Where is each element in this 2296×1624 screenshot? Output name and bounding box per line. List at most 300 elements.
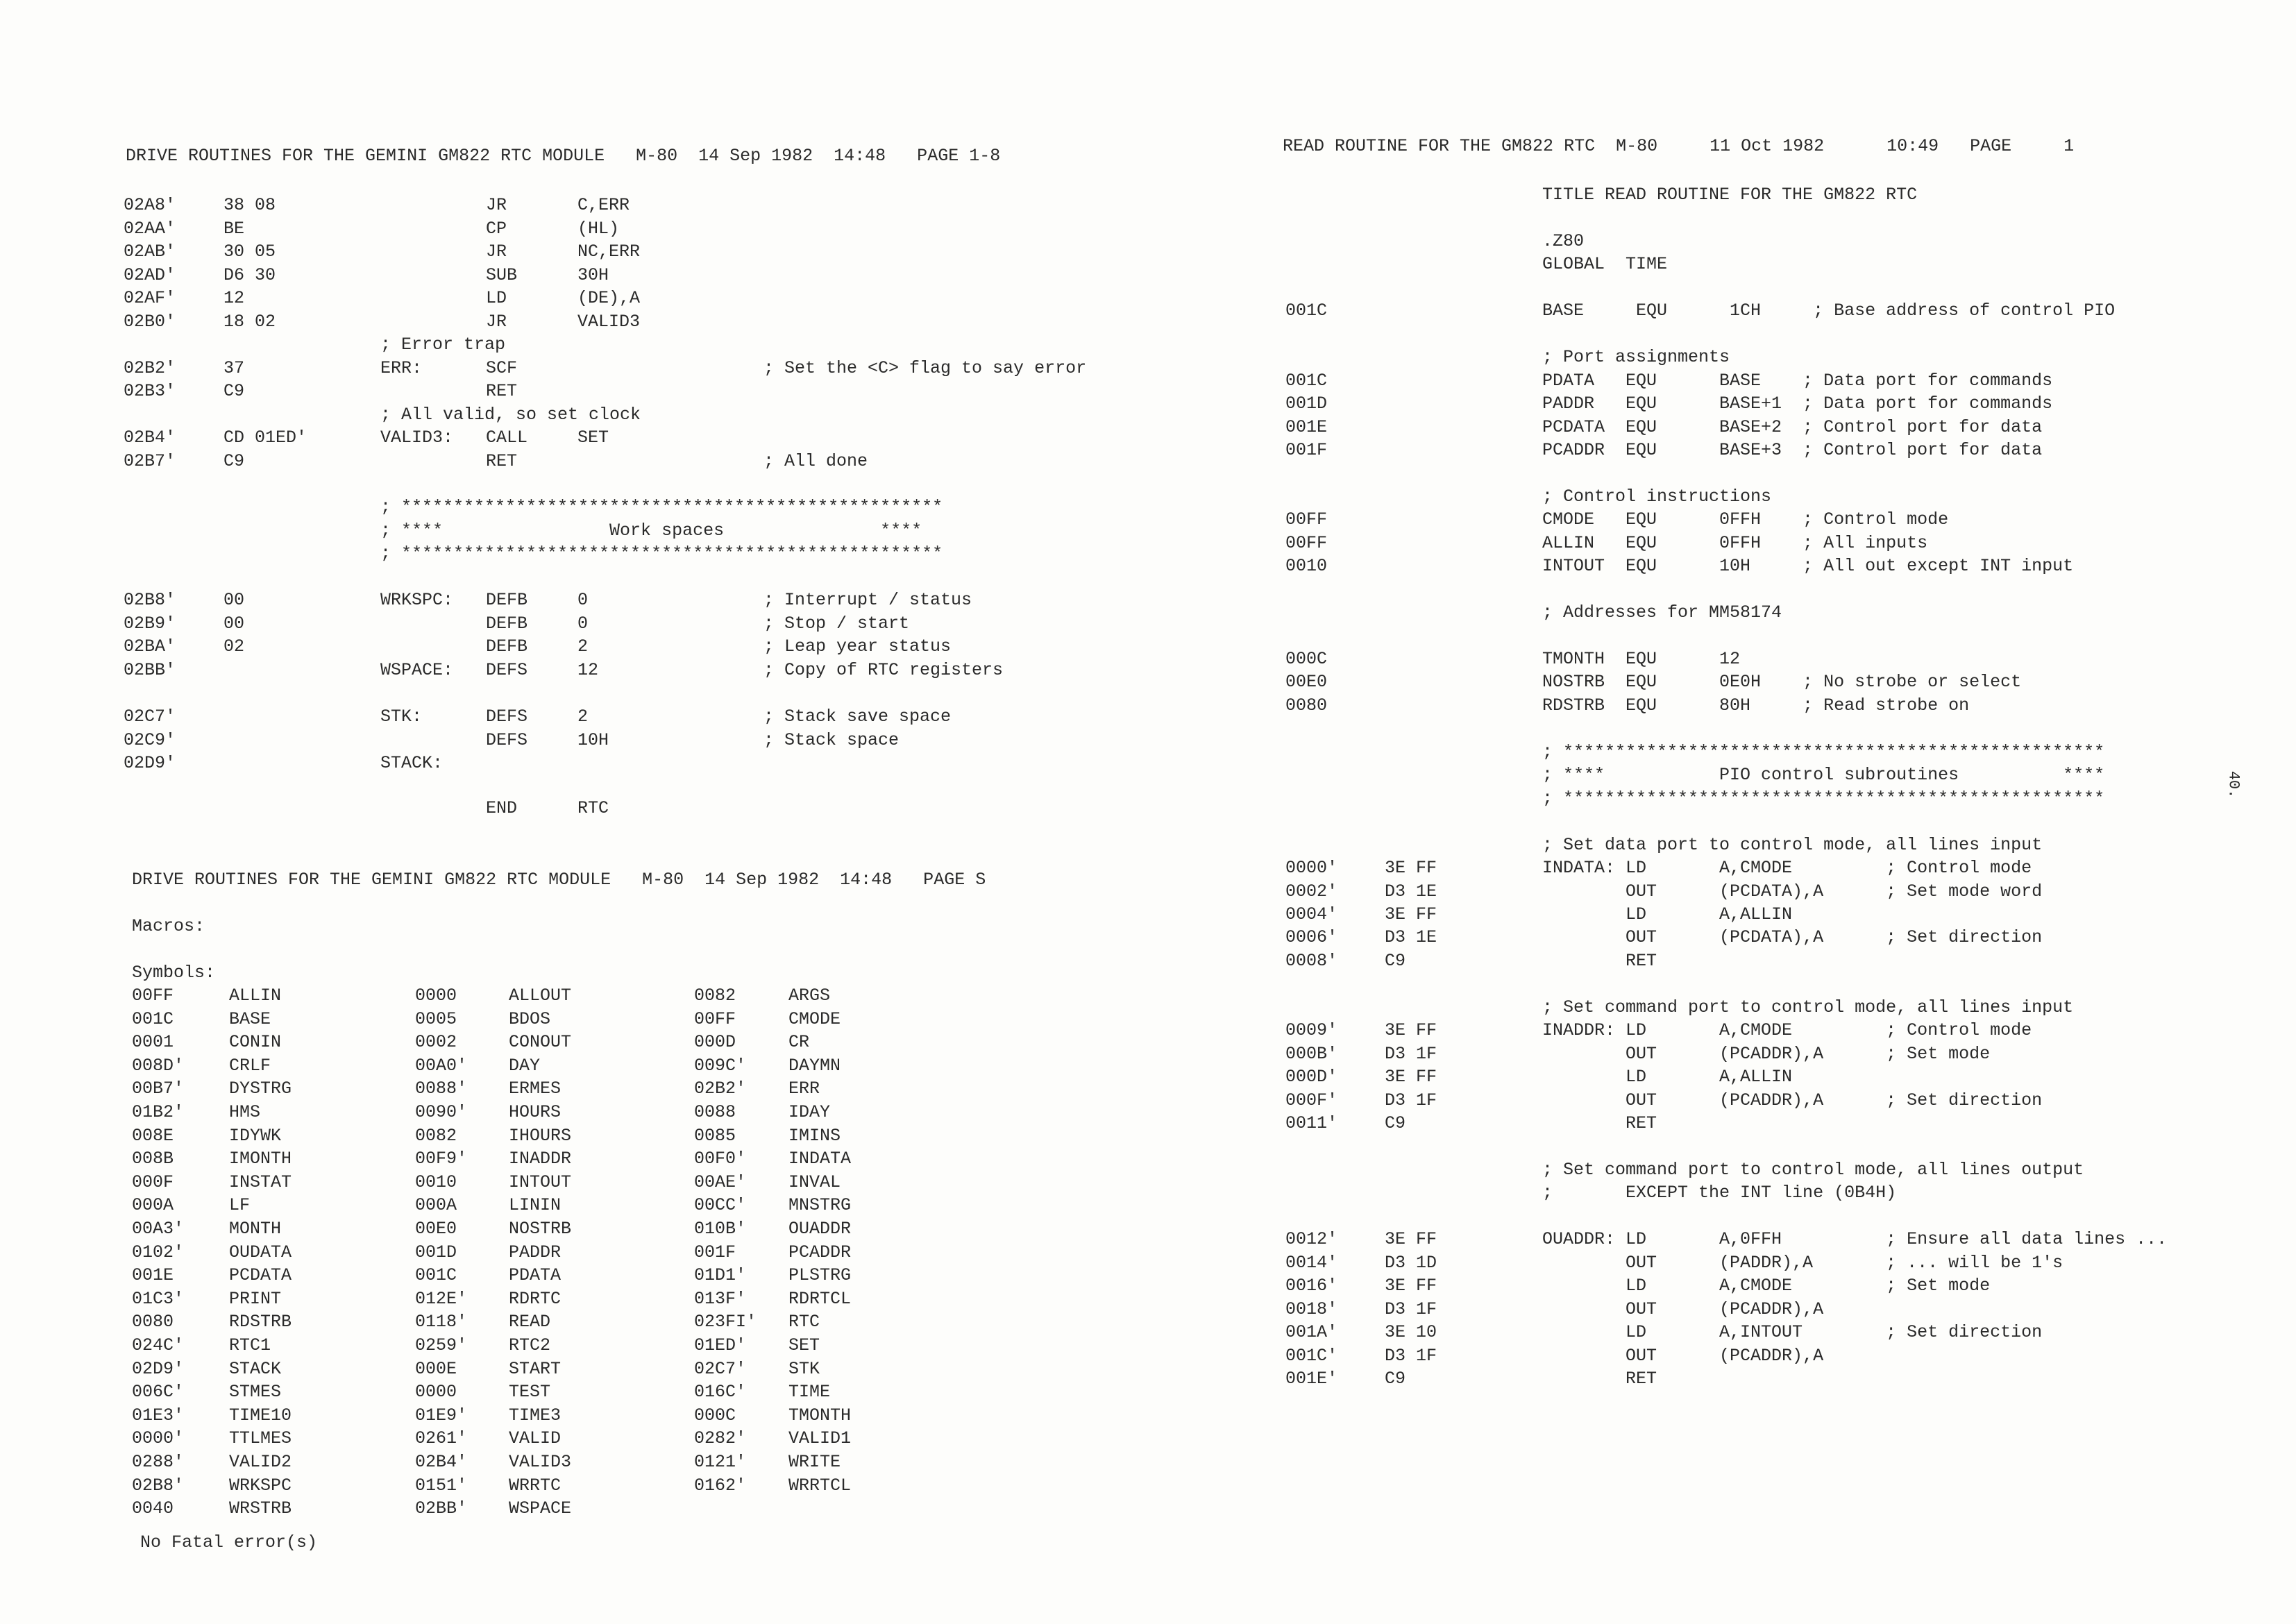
listing-address: 0008' — [1285, 950, 1338, 971]
listing-code: 37 — [223, 357, 245, 378]
listing-code: C9 — [223, 450, 245, 471]
symbol-value: 0151' — [415, 1475, 468, 1496]
workspace-arg: 12 — [577, 659, 599, 680]
listing-address: 000C — [1285, 649, 1328, 669]
source-line: ALLIN EQU 0FFH ; All inputs — [1542, 532, 1928, 553]
source-line: OUT (PCADDR),A — [1542, 1345, 1824, 1366]
symbol-value: 023FI' — [694, 1312, 757, 1333]
listing-op: SUB — [486, 264, 518, 285]
listing-address: 001C' — [1285, 1345, 1338, 1366]
symbol-name: DAYMN — [788, 1055, 841, 1076]
stack-addr: 02D9' — [124, 753, 176, 773]
source-line: ; Port assignments — [1542, 347, 1730, 368]
object-code: D3 1F — [1385, 1345, 1437, 1366]
listing-op: CP — [486, 218, 507, 239]
symbol-value: 00CC' — [694, 1195, 747, 1216]
listing-code: 38 08 — [223, 195, 276, 215]
symbol-name: RDSTRB — [229, 1312, 292, 1333]
symbol-name: BDOS — [509, 1008, 551, 1029]
symbol-value: 000F — [132, 1172, 174, 1192]
listing-code: D6 30 — [223, 264, 276, 285]
symbol-name: LF — [229, 1195, 251, 1216]
symbol-value: 02BB' — [415, 1498, 468, 1519]
symbol-name: VALID1 — [788, 1428, 852, 1449]
source-line: ; **************************************************** — [1542, 741, 2105, 762]
object-code: 3E FF — [1385, 858, 1437, 879]
symbol-name: CONIN — [229, 1032, 282, 1053]
listing-address: 0006' — [1285, 927, 1338, 948]
symbol-value: 0162' — [694, 1475, 747, 1496]
banner-line: ; **** Work spaces **** — [380, 520, 922, 541]
macros-label: Macros: — [132, 916, 205, 936]
listing-addr: 02B7' — [124, 450, 176, 471]
listing-addr: 02B2' — [124, 357, 176, 378]
symbol-value: 012E' — [415, 1288, 468, 1309]
symbol-value: 016C' — [694, 1382, 747, 1403]
source-line: OUT (PADDR),A ; ... will be 1's — [1542, 1252, 2063, 1273]
object-code: 3E FF — [1385, 1276, 1437, 1296]
source-line: OUADDR: LD A,0FFH ; Ensure all data lines ... — [1542, 1229, 2168, 1250]
listing-comment: ; All done — [763, 450, 868, 471]
symbol-name: IDAY — [788, 1102, 831, 1122]
symbol-value: 02C7' — [694, 1358, 747, 1379]
listing-label: VALID3: — [380, 428, 454, 448]
listing-addr: 02B4' — [124, 428, 176, 448]
symbol-value: 0000 — [415, 986, 457, 1006]
source-line: PCADDR EQU BASE+3 ; Control port for data — [1542, 439, 2043, 460]
banner-line: ; **************************************************** — [380, 543, 943, 564]
object-code: D3 1E — [1385, 927, 1437, 948]
symbol-value: 0010 — [415, 1172, 457, 1192]
symbol-name: TIME10 — [229, 1405, 292, 1426]
symbol-value: 0118' — [415, 1312, 468, 1333]
workspace-addr: 02B8' — [124, 590, 176, 610]
symbol-name: PCADDR — [788, 1242, 852, 1262]
assembly-status: No Fatal error(s) — [140, 1532, 318, 1553]
symbol-name: VALID — [509, 1428, 562, 1449]
symbol-name: IMONTH — [229, 1149, 292, 1169]
symbol-value: 0088' — [415, 1079, 468, 1099]
object-code: D3 1F — [1385, 1090, 1437, 1110]
listing-op: RET — [486, 450, 518, 471]
symbol-name: STK — [788, 1358, 820, 1379]
symbol-name: TTLMES — [229, 1428, 292, 1449]
symbol-value: 0082 — [415, 1125, 457, 1146]
source-line: ; Set command port to control mode, all lines input — [1542, 997, 2074, 1017]
workspace-addr: 02BA' — [124, 636, 176, 657]
workspace-label: WSPACE: — [380, 659, 454, 680]
listing-addr: 02AD' — [124, 264, 176, 285]
source-line: GLOBAL TIME — [1542, 254, 1668, 275]
symbol-value: 001D — [415, 1242, 457, 1262]
symbol-value: 010B' — [694, 1219, 747, 1239]
source-line: OUT (PCDATA),A ; Set direction — [1542, 927, 2043, 948]
listing-address: 0002' — [1285, 881, 1338, 902]
listing-arg: (DE),A — [577, 288, 641, 308]
workspace-addr: 02B9' — [124, 613, 176, 634]
symbol-name: STMES — [229, 1382, 282, 1403]
symbol-name: LININ — [509, 1195, 562, 1216]
symbol-value: 013F' — [694, 1288, 747, 1309]
symbol-value: 01E3' — [132, 1405, 185, 1426]
workspace-op: DEFB — [486, 613, 528, 634]
listing-comment: ; Set the <C> flag to say error — [763, 357, 1087, 378]
workspace-op: DEFB — [486, 636, 528, 657]
symbol-value: 024C' — [132, 1335, 185, 1355]
source-line: INTOUT EQU 10H ; All out except INT input — [1542, 556, 2074, 577]
symbol-value: 001C — [132, 1008, 174, 1029]
listing-address: 0016' — [1285, 1276, 1338, 1296]
symbol-value: 01E9' — [415, 1405, 468, 1426]
listing-address: 001F — [1285, 439, 1328, 460]
stack-op: DEFS — [486, 707, 528, 727]
listing-addr: 02B3' — [124, 381, 176, 401]
symbol-value: 001C — [415, 1265, 457, 1286]
symbol-name: OUADDR — [788, 1219, 852, 1239]
object-code: C9 — [1385, 1368, 1406, 1389]
listing-code: 18 02 — [223, 311, 276, 332]
symbol-name: READ — [509, 1312, 551, 1333]
stack-comment: ; Stack save space — [763, 707, 952, 727]
workspace-op: DEFB — [486, 590, 528, 610]
symbol-value: 0082 — [694, 986, 736, 1006]
symbol-name: IHOURS — [509, 1125, 572, 1146]
workspace-code: 00 — [223, 613, 245, 634]
symbol-value: 008B — [132, 1149, 174, 1169]
source-line: NOSTRB EQU 0E0H ; No strobe or select — [1542, 672, 2022, 693]
stack-op: DEFS — [486, 729, 528, 750]
symbol-name: NOSTRB — [509, 1219, 572, 1239]
symbol-value: 00FF — [694, 1008, 736, 1029]
stack-comment: ; Stack space — [763, 729, 900, 750]
listing-code: C9 — [223, 381, 245, 401]
listing-code: 30 05 — [223, 242, 276, 262]
symbol-name: INVAL — [788, 1172, 841, 1192]
symbol-name: ALLIN — [229, 986, 282, 1006]
symbol-value: 0001 — [132, 1032, 174, 1053]
symbol-name: INSTAT — [229, 1172, 292, 1192]
symbol-name: INDATA — [788, 1149, 852, 1169]
symbol-name: WRRTC — [509, 1475, 562, 1496]
page-number-side: 40. — [2225, 770, 2243, 799]
symbol-name: PADDR — [509, 1242, 562, 1262]
symbol-name: CMODE — [788, 1008, 841, 1029]
listing-label: ; All valid, so set clock — [380, 404, 641, 425]
page-header: DRIVE ROUTINES FOR THE GEMINI GM822 RTC MODULE M-80 14 Sep 1982 14:48 PAGE 1-8 — [126, 146, 1001, 166]
listing-arg: 30H — [577, 264, 609, 285]
listing-address: 00FF — [1285, 532, 1328, 553]
source-line: LD A,CMODE ; Set mode — [1542, 1276, 1991, 1296]
symbol-name: DAY — [509, 1055, 541, 1076]
listing-addr: 02A8' — [124, 195, 176, 215]
workspace-label: WRKSPC: — [380, 590, 454, 610]
symbol-name: PLSTRG — [788, 1265, 852, 1286]
listing-address: 000B' — [1285, 1043, 1338, 1064]
symbol-value: 0102' — [132, 1242, 185, 1262]
listing-arg: (HL) — [577, 218, 620, 239]
symbol-value: 0005 — [415, 1008, 457, 1029]
object-code: D3 1F — [1385, 1043, 1437, 1064]
symbol-value: 02B4' — [415, 1452, 468, 1472]
symbol-name: PCDATA — [229, 1265, 292, 1286]
listing-address: 0004' — [1285, 904, 1338, 924]
end-directive: END — [486, 798, 518, 818]
listing-code: BE — [223, 218, 245, 239]
symbol-name: START — [509, 1358, 562, 1379]
symbol-value: 01D1' — [694, 1265, 747, 1286]
source-line: RET — [1542, 950, 1657, 971]
source-line: ; **************************************************** — [1542, 788, 2105, 809]
symbol-name: RTC2 — [509, 1335, 551, 1355]
symbol-value: 006C' — [132, 1382, 185, 1403]
workspace-comment: ; Leap year status — [763, 636, 952, 657]
listing-address: 001E' — [1285, 1368, 1338, 1389]
object-code: D3 1F — [1385, 1299, 1437, 1319]
symbol-value: 0088 — [694, 1102, 736, 1122]
workspace-arg: 2 — [577, 636, 589, 657]
workspace-code: 00 — [223, 590, 245, 610]
source-line: PADDR EQU BASE+1 ; Data port for commands — [1542, 394, 2053, 414]
symbol-name: TEST — [509, 1382, 551, 1403]
source-line: PCDATA EQU BASE+2 ; Control port for data — [1542, 416, 2043, 437]
symbol-value: 00FF — [132, 986, 174, 1006]
source-line: OUT (PCADDR),A ; Set mode — [1542, 1043, 1991, 1064]
object-code: D3 1E — [1385, 881, 1437, 902]
listing-op: LD — [486, 288, 507, 308]
symbol-value: 00E0 — [415, 1219, 457, 1239]
stack-arg: 10H — [577, 729, 609, 750]
symbol-name: TMONTH — [788, 1405, 852, 1426]
listing-op: SCF — [486, 357, 518, 378]
symbol-value: 02D9' — [132, 1358, 185, 1379]
symbol-value: 00B7' — [132, 1079, 185, 1099]
listing-address: 0009' — [1285, 1020, 1338, 1041]
object-code: 3E 10 — [1385, 1322, 1437, 1343]
source-line: OUT (PCADDR),A ; Set direction — [1542, 1090, 2043, 1110]
listing-address: 000F' — [1285, 1090, 1338, 1110]
listing-code: CD 01ED' — [223, 428, 307, 448]
symbol-name: RTC1 — [229, 1335, 271, 1355]
end-argument: RTC — [577, 798, 609, 818]
symbol-value: 00F9' — [415, 1149, 468, 1169]
symbol-value: 0261' — [415, 1428, 468, 1449]
symbol-value: 00AE' — [694, 1172, 747, 1192]
symbol-name: ARGS — [788, 986, 831, 1006]
listing-address: 001D — [1285, 394, 1328, 414]
listing-address: 001C — [1285, 301, 1328, 321]
symbol-value: 00F0' — [694, 1149, 747, 1169]
listing-address: 0000' — [1285, 858, 1338, 879]
workspace-comment: ; Stop / start — [763, 613, 910, 634]
page-header: READ ROUTINE FOR THE GM822 RTC M-80 11 Oct 1982 10:49 PAGE 1 — [1283, 136, 2075, 156]
stack-label: STACK: — [380, 753, 444, 773]
symbol-value: 0000 — [415, 1382, 457, 1403]
symbol-name: WSPACE — [509, 1498, 572, 1519]
symbol-value: 0090' — [415, 1102, 468, 1122]
listing-address: 0011' — [1285, 1113, 1338, 1133]
object-code: 3E FF — [1385, 904, 1437, 924]
symbol-value: 000D — [694, 1032, 736, 1053]
source-line: RDSTRB EQU 80H ; Read strobe on — [1542, 695, 1970, 716]
source-line: TITLE READ ROUTINE FOR THE GM822 RTC — [1542, 185, 1918, 205]
symbol-name: VALID2 — [229, 1452, 292, 1472]
symbol-name: IDYWK — [229, 1125, 282, 1146]
symbol-name: RDRTCL — [788, 1288, 852, 1309]
source-line: RET — [1542, 1113, 1657, 1133]
symbol-value: 0282' — [694, 1428, 747, 1449]
listing-address: 0012' — [1285, 1229, 1338, 1250]
source-line: LD A,INTOUT ; Set direction — [1542, 1322, 2043, 1343]
workspace-comment: ; Interrupt / status — [763, 590, 972, 610]
listing-address: 000D' — [1285, 1067, 1338, 1088]
source-line: INADDR: LD A,CMODE ; Control mode — [1542, 1020, 2032, 1041]
symbol-value: 000A — [415, 1195, 457, 1216]
symbol-name: PDATA — [509, 1265, 562, 1286]
symbol-name: MONTH — [229, 1219, 282, 1239]
symbol-name: TIME — [788, 1382, 831, 1403]
source-line: OUT (PCDATA),A ; Set mode word — [1542, 881, 2043, 902]
symbol-value: 0121' — [694, 1452, 747, 1472]
symbol-name: TIME3 — [509, 1405, 562, 1426]
symbol-name: RTC — [788, 1312, 820, 1333]
listing-addr: 02AB' — [124, 242, 176, 262]
symbol-value: 008E — [132, 1125, 174, 1146]
symbol-name: VALID3 — [509, 1452, 572, 1472]
listing-address: 001A' — [1285, 1322, 1338, 1343]
listing-arg: NC,ERR — [577, 242, 641, 262]
symbol-name: ERMES — [509, 1079, 562, 1099]
listing-address: 001E — [1285, 416, 1328, 437]
symbol-value: 000C — [694, 1405, 736, 1426]
symbol-value: 01C3' — [132, 1288, 185, 1309]
source-line: LD A,ALLIN — [1542, 1067, 1793, 1088]
source-line: LD A,ALLIN — [1542, 904, 1793, 924]
listing-op: CALL — [486, 428, 528, 448]
listing-addr: 02B0' — [124, 311, 176, 332]
symbol-value: 001E — [132, 1265, 174, 1286]
source-line: CMODE EQU 0FFH ; Control mode — [1542, 509, 1949, 530]
workspace-addr: 02BB' — [124, 659, 176, 680]
listing-address: 0018' — [1285, 1299, 1338, 1319]
workspace-arg: 0 — [577, 590, 589, 610]
symbol-name: ALLOUT — [509, 986, 572, 1006]
listing-address: 00E0 — [1285, 672, 1328, 693]
symbol-value: 01B2' — [132, 1102, 185, 1122]
symbol-value: 000E — [415, 1358, 457, 1379]
symbol-value: 009C' — [694, 1055, 747, 1076]
source-line: RET — [1542, 1368, 1657, 1389]
symbol-value: 008D' — [132, 1055, 185, 1076]
listing-label: ERR: — [380, 357, 423, 378]
symbol-value: 0288' — [132, 1452, 185, 1472]
stack-addr: 02C9' — [124, 729, 176, 750]
source-line: TMONTH EQU 12 — [1542, 649, 1741, 669]
symbol-name: SET — [788, 1335, 820, 1355]
symbol-value: 00A3' — [132, 1219, 185, 1239]
symbol-value: 001F — [694, 1242, 736, 1262]
workspace-comment: ; Copy of RTC registers — [763, 659, 1004, 680]
symbol-value: 02B2' — [694, 1079, 747, 1099]
symbol-value: 01ED' — [694, 1335, 747, 1355]
listing-op: JR — [486, 195, 507, 215]
listing-address: 00FF — [1285, 509, 1328, 530]
symbols-page-header: DRIVE ROUTINES FOR THE GEMINI GM822 RTC MODULE M-80 14 Sep 1982 14:48 PAGE S — [132, 870, 986, 890]
listing-op: RET — [486, 381, 518, 401]
symbol-name: DYSTRG — [229, 1079, 292, 1099]
object-code: 3E FF — [1385, 1067, 1437, 1088]
listing-arg: VALID3 — [577, 311, 641, 332]
symbol-value: 00A0' — [415, 1055, 468, 1076]
banner-line: ; **************************************************** — [380, 497, 943, 517]
listing-addr: 02AF' — [124, 288, 176, 308]
symbol-value: 0259' — [415, 1335, 468, 1355]
object-code: C9 — [1385, 950, 1406, 971]
source-line: .Z80 — [1542, 230, 1585, 251]
object-code: 3E FF — [1385, 1020, 1437, 1041]
stack-addr: 02C7' — [124, 707, 176, 727]
listing-arg: C,ERR — [577, 195, 630, 215]
symbol-name: STACK — [229, 1358, 282, 1379]
source-line: ; Set command port to control mode, all lines output — [1542, 1159, 2084, 1180]
stack-arg: 2 — [577, 707, 589, 727]
listing-op: JR — [486, 311, 507, 332]
symbol-name: OUDATA — [229, 1242, 292, 1262]
symbol-name: RDRTC — [509, 1288, 562, 1309]
symbol-value: 0080 — [132, 1312, 174, 1333]
listing-addr: 02AA' — [124, 218, 176, 239]
symbol-value: 000A — [132, 1195, 174, 1216]
symbol-name: ERR — [788, 1079, 820, 1099]
source-line: PDATA EQU BASE ; Data port for commands — [1542, 370, 2053, 391]
source-line: OUT (PCADDR),A — [1542, 1299, 1824, 1319]
symbol-value: 0002 — [415, 1032, 457, 1053]
symbol-value: 0000' — [132, 1428, 185, 1449]
listing-label: ; Error trap — [380, 335, 506, 355]
object-code: 3E FF — [1385, 1229, 1437, 1250]
symbol-value: 02B8' — [132, 1475, 185, 1496]
source-line: ; Control instructions — [1542, 486, 1772, 507]
listing-address: 0010 — [1285, 556, 1328, 577]
symbol-name: WRITE — [788, 1452, 841, 1472]
symbol-name: PRINT — [229, 1288, 282, 1309]
symbol-name: CR — [788, 1032, 810, 1053]
symbol-name: CONOUT — [509, 1032, 572, 1053]
symbol-value: 0085 — [694, 1125, 736, 1146]
listing-arg: SET — [577, 428, 609, 448]
source-line: INDATA: LD A,CMODE ; Control mode — [1542, 858, 2032, 879]
source-line: ; **** PIO control subroutines **** — [1542, 765, 2105, 786]
symbol-name: CRLF — [229, 1055, 271, 1076]
symbol-name: IMINS — [788, 1125, 841, 1146]
listing-op: JR — [486, 242, 507, 262]
listing-code: 12 — [223, 288, 245, 308]
symbol-name: WRKSPC — [229, 1475, 292, 1496]
symbol-name: INTOUT — [509, 1172, 572, 1192]
listing-address: 0080 — [1285, 695, 1328, 716]
stack-label: STK: — [380, 707, 423, 727]
symbol-name: MNSTRG — [788, 1195, 852, 1216]
workspace-op: DEFS — [486, 659, 528, 680]
object-code: D3 1D — [1385, 1252, 1437, 1273]
listing-address: 0014' — [1285, 1252, 1338, 1273]
source-line: ; Set data port to control mode, all lines input — [1542, 834, 2043, 855]
symbol-value: 0040 — [132, 1498, 174, 1519]
symbols-label: Symbols: — [132, 963, 216, 983]
object-code: C9 — [1385, 1113, 1406, 1133]
source-line: ; Addresses for MM58174 — [1542, 602, 1782, 623]
source-line: ; EXCEPT the INT line (0B4H) — [1542, 1183, 1897, 1203]
symbol-name: INADDR — [509, 1149, 572, 1169]
